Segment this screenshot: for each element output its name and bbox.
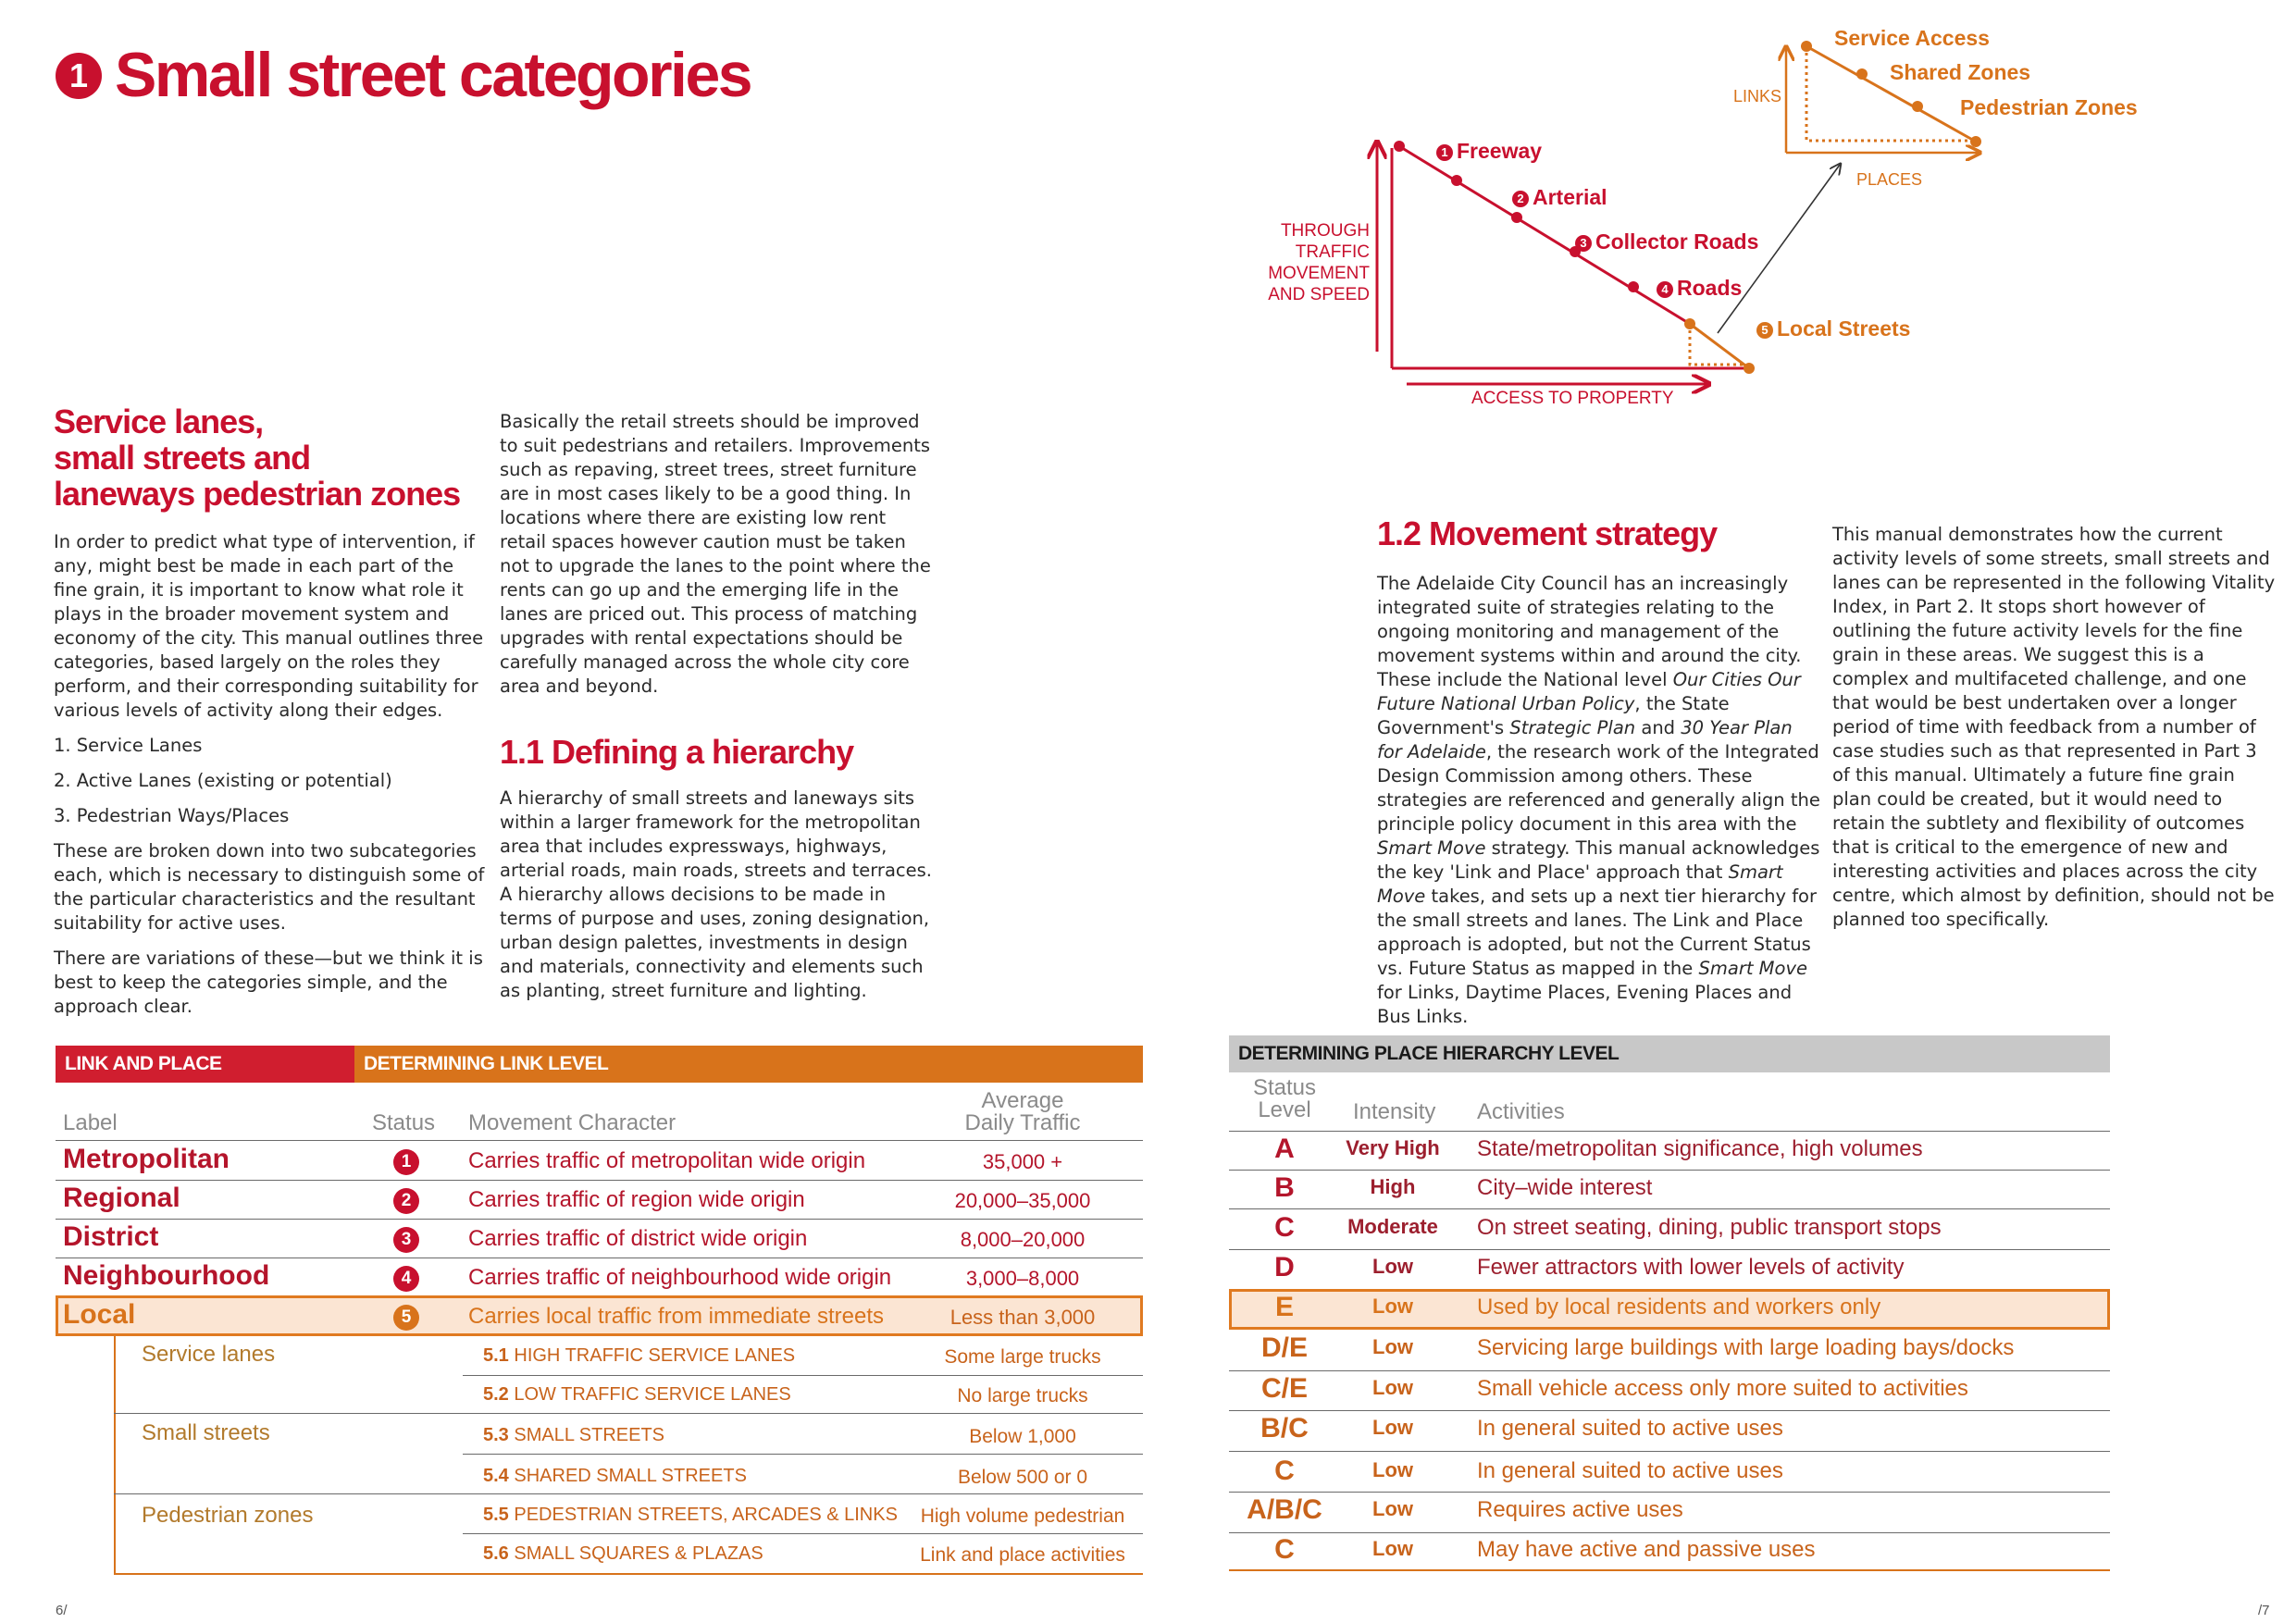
movement-col-1: The Adelaide City Council has an increasingly integrated suite of strategies relating to the ongoing monitoring and management of the movement systems within and around the city. These include the National level Our Cities Our Future National Urban Policy, the State Government's Strategic Plan and 30 Year Plan for Adelaide, the research work of the Integrated Design Commission among others. These strategies are referenced and generally align the principle policy document in this area with the Smart Move strategy. This manual acknowledges the key 'Link and Place' approach that Smart Move takes, and sets up a next tier hierarchy for the small streets and lanes. The Link and Place approach is adopted, but not the Current Status vs. Future Status as mapped in the Smart Move for Links, Daytime Places, Evening Places and Bus Links.: [1377, 573, 1820, 1027]
page-number-left: 6/: [56, 1603, 68, 1618]
movement-col-2: This manual demonstrates how the current activity levels of some streets, small streets and lanes can be represented in the following Vitality Index, in Part 2. It stops short however of outlining the future activity levels for the fine grain in these areas. We suggest this is a complex and multifaceted challenge, and one that would be best undertaken over a longer period of time with feedback from a number of case studies such as that represented in Part 3 of this manual. Ultimately a future fine grain plan could be created, but it would need to retain the subtlety and flexibility of outcomes that is critical to the emergence of new and interesting activities and places across the city centre, which almost by definition, should not be planned too specifically.: [1832, 524, 2276, 930]
group-small-streets: Small streets: [142, 1420, 270, 1445]
determining-link-bar: DETERMINING LINK LEVEL: [354, 1046, 1143, 1083]
point-roads: 4 Roads: [1657, 276, 1742, 301]
mid-para-2: A hierarchy of small streets and laneways sits within a larger framework for the metropolitan area that includes expressways, highways, arterial roads, main roads, streets and terraces. A hierarchy allows decisions to be made in terms of purpose and uses, zoning designation, urban design palettes, investments in design and materials, connectivity and elements such as planting, street furniture and lighting.: [500, 787, 932, 1001]
col-header-label: Label: [63, 1110, 118, 1135]
link-place-diagram: [1259, 19, 2184, 416]
page-title: Small street categories: [115, 40, 751, 110]
group-service-lanes: Service lanes: [142, 1342, 276, 1367]
determining-place-bar: DETERMINING PLACE HIERARCHY LEVEL: [1229, 1035, 2110, 1072]
inset-point-service: Service Access: [1834, 26, 1990, 50]
left-para-3: There are variations of these—but we think it is best to keep the categories simple, and the approach clear.: [54, 948, 483, 1017]
col-header-intensity: Intensity: [1353, 1099, 1436, 1124]
inset-point-shared: Shared Zones: [1890, 60, 2031, 84]
point-freeway: 1 Freeway: [1436, 139, 1542, 164]
defining-hierarchy-heading: 1.1 Defining a hierarchy: [500, 733, 854, 771]
col-header-movement: Movement Character: [468, 1110, 676, 1135]
inset-x-label: PLACES: [1856, 170, 1923, 189]
mid-para-1: Basically the retail streets should be improved to suit pedestrians and retailers. Improvements such as repaving, street trees, street furniture are in most cases likely to be a good thing. In locations where there are existing low rent retail spaces however caution must be taken not to upgrade the lanes to the point where the rents can go up and the emerging life in the lanes are priced out. This process of matching upgrades with rental expectations should be carefully managed across the whole city core area and beyond.: [500, 411, 931, 697]
list-item: 3. Pedestrian Ways/Places: [54, 805, 290, 826]
group-pedestrian-zones: Pedestrian zones: [142, 1503, 314, 1528]
link-and-place-bar: LINK AND PLACE: [56, 1046, 354, 1083]
point-local: 5 Local Streets: [1756, 316, 1910, 341]
y-axis-label: THROUGH TRAFFIC MOVEMENT AND SPEED: [1268, 221, 1370, 304]
col-header-status: Status: [372, 1110, 436, 1135]
col-header-status-level: Status Level: [1252, 1075, 1317, 1122]
left-para-2: These are broken down into two subcategories each, which is necessary to distinguish some of the particular characteristics and the resultant suitability for active uses.: [54, 840, 485, 934]
inset-y-label: LINKS: [1733, 87, 1782, 105]
page-number-right: /7: [2258, 1603, 2270, 1618]
list-item: 1. Service Lanes: [54, 735, 203, 756]
subcategory-bracket: [114, 1336, 116, 1573]
service-lanes-heading: Service lanes, small streets and laneways pedestrian zones: [54, 403, 461, 513]
col-header-activities: Activities: [1477, 1099, 1565, 1124]
movement-strategy-heading: 1.2 Movement strategy: [1377, 514, 1718, 552]
x-axis-label: ACCESS TO PROPERTY: [1471, 389, 1674, 408]
point-collector: 3 Collector Roads: [1575, 229, 1758, 254]
point-arterial: 2 Arterial: [1512, 185, 1607, 210]
col-header-traffic: Average Daily Traffic: [964, 1088, 1081, 1135]
left-para-1: In order to predict what type of intervention, if any, might best be made in each part of the fine grain, it is important to know what role it plays in the broader movement system and economy of the city. This manual outlines three categories, based largely on the roles they perform, and their corresponding suitability for various levels of activity along their edges.: [54, 531, 484, 721]
list-item: 2. Active Lanes (existing or potential): [54, 770, 392, 791]
inset-point-pedestrian: Pedestrian Zones: [1960, 95, 2138, 119]
title-number-badge: 1: [56, 53, 102, 99]
left-body: [54, 530, 489, 1030]
